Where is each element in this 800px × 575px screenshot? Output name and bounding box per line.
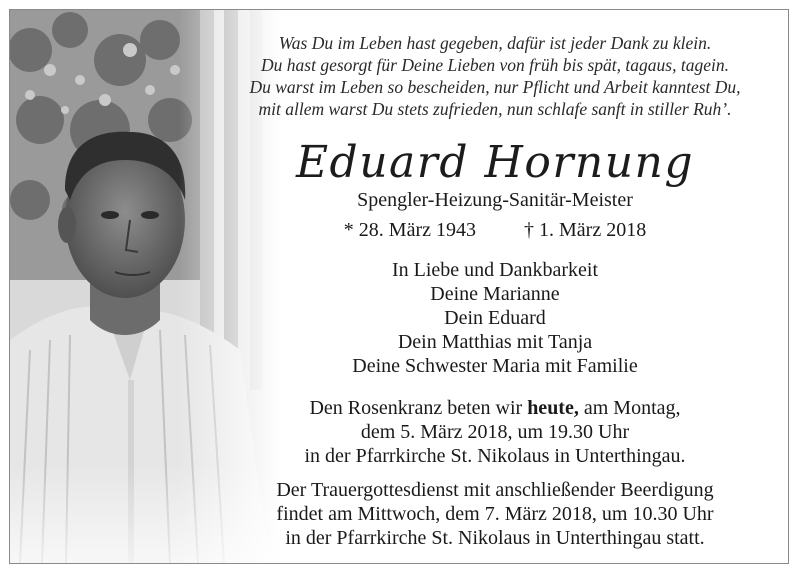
notice-text xyxy=(202,10,788,563)
deceased-name: Eduard Hornung xyxy=(295,137,695,188)
mourner-line: Deine Schwester Maria mit Familie xyxy=(352,355,638,377)
poem-line: Du hast gesorgt für Deine Lieben von früh bis spät, tagaus, tagein. xyxy=(261,55,729,75)
funeral-line: findet am Mittwoch, dem 7. März 2018, um 10.30 Uhr xyxy=(276,503,714,525)
obituary-notice xyxy=(9,9,789,564)
poem-line: mit allem warst Du stets zufrieden, nun schlafe sanft in stiller Ruh’. xyxy=(258,99,732,119)
funeral-line: in der Pfarrkirche St. Nikolaus in Unterthingau statt. xyxy=(285,527,705,549)
rosary-highlight: heute, xyxy=(527,397,579,419)
rosary-text: am Montag, xyxy=(578,397,681,419)
mourner-line: Dein Matthias mit Tanja xyxy=(397,331,593,353)
poem-line: Du warst im Leben so bescheiden, nur Pflicht und Arbeit kanntest Du, xyxy=(249,77,741,97)
poem-line: Was Du im Leben hast gegeben, dafür ist jeder Dank zu klein. xyxy=(278,33,712,53)
death-date: † 1. März 2018 xyxy=(524,219,647,241)
funeral-line: Der Trauergottesdienst mit anschließender Beerdigung xyxy=(276,479,714,501)
mourner-line: Dein Eduard xyxy=(444,307,546,329)
rosary-text: Den Rosenkranz beten wir xyxy=(309,397,528,419)
deceased-profession: Spengler-Heizung-Sanitär-Meister xyxy=(357,189,633,211)
mourners-list xyxy=(202,258,788,378)
rosary-line: in der Pfarrkirche St. Nikolaus in Unterthingau. xyxy=(304,445,686,467)
rosary-line xyxy=(202,396,788,420)
mourner-line: In Liebe und Dankbarkeit xyxy=(391,259,599,281)
rosary-line: dem 5. März 2018, um 19.30 Uhr xyxy=(360,421,630,443)
memorial-poem xyxy=(202,32,788,120)
mourner-line: Deine Marianne xyxy=(430,283,560,305)
funeral-announcement xyxy=(202,478,788,550)
life-dates xyxy=(202,218,788,242)
rosary-announcement xyxy=(202,396,788,468)
birth-date: * 28. März 1943 xyxy=(343,219,476,241)
